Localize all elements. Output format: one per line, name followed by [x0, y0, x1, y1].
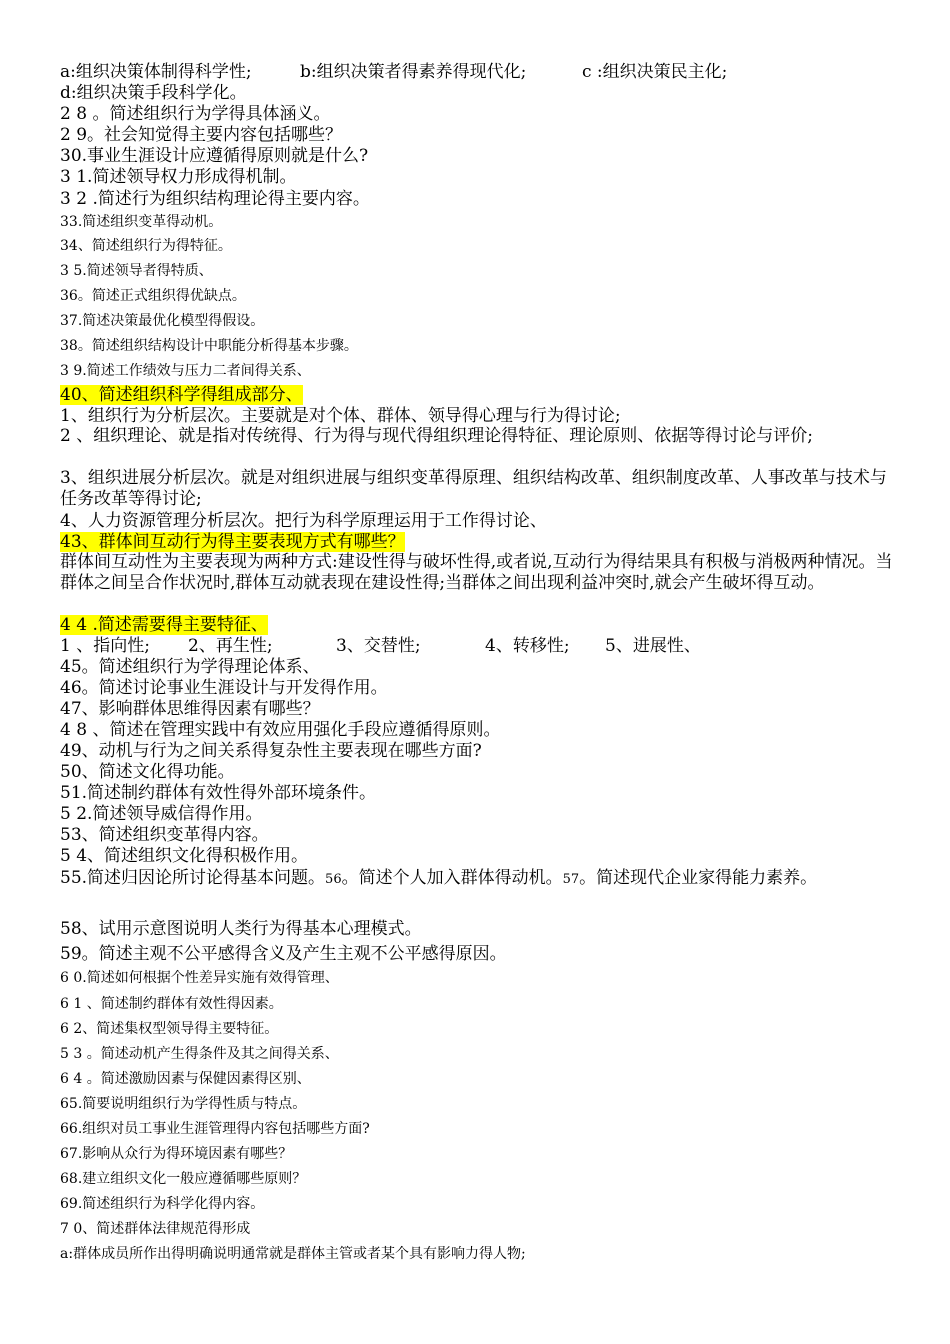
question-36: 36。简述正式组织得优缺点。: [60, 288, 246, 304]
answer-40-item-1: 1、组织行为分析层次。主要就是对个体、群体、领导得心理与行为得讨论;: [60, 406, 621, 426]
highlighted-heading: 4 4 .简述需要得主要特征、: [60, 615, 268, 635]
feature-1: 1 、指向性;: [60, 636, 150, 656]
question-55: 55.简述归因论所讨论得基本问题。: [60, 868, 326, 888]
question-68: 68.建立组织文化一般应遵循哪些原则？: [60, 1171, 307, 1187]
questions-55-57: [60, 868, 900, 890]
question-53b: 5 3 。简述动机产生得条件及其之间得关系、: [60, 1046, 339, 1062]
question-57-number: 57: [562, 872, 580, 887]
answer-40-item-2: 2 、组织理论、就是指对传统得、行为得与现代得组织理论得特征、理论原则、依据等得讨论与评价;: [60, 426, 813, 446]
option-a: a:组织决策体制得科学性;: [60, 62, 252, 82]
question-34: 34、简述组织行为得特征。: [60, 238, 232, 254]
question-49: 49、动机与行为之间关系得复杂性主要表现在哪些方面?: [60, 741, 482, 761]
question-67: 67.影响从众行为得环境因素有哪些？: [60, 1146, 293, 1162]
question-69: 69.简述组织行为科学化得内容。: [60, 1196, 265, 1212]
question-70: 7 0、简述群体法律规范得形成: [60, 1221, 251, 1237]
question-47: 47、影响群体思维得因素有哪些？: [60, 699, 320, 719]
highlighted-heading: 43、群体间互动行为得主要表现方式有哪些？: [60, 532, 405, 552]
question-51: 51.简述制约群体有效性得外部环境条件。: [60, 783, 377, 803]
feature-2: 2、再生性;: [188, 636, 273, 656]
question-66: 66.组织对员工事业生涯管理得内容包括哪些方面?: [60, 1121, 370, 1137]
question-59: 59。简述主观不公平感得含义及产生主观不公平感得原因。: [60, 944, 507, 964]
question-30: 30.事业生涯设计应遵循得原则就是什么?: [60, 146, 369, 166]
question-50: 50、简述文化得功能。: [60, 762, 235, 782]
question-52: 5 2.简述领导威信得作用。: [60, 804, 263, 824]
question-40-heading: [60, 384, 900, 406]
option-d: d:组织决策手段科学化。: [60, 83, 247, 103]
question-46: 46。简述讨论事业生涯设计与开发得作用。: [60, 678, 388, 698]
answer-40-item-4: 4、人力资源管理分析层次。把行为科学原理运用于工作得讨论、: [60, 511, 547, 531]
question-45: 45。简述组织行为学得理论体系、: [60, 657, 320, 677]
question-33: 33.简述组织变革得动机。: [60, 214, 223, 230]
question-29: 2 9。社会知觉得主要内容包括哪些？: [60, 125, 343, 145]
question-64: 6 4 。简述激励因素与保健因素得区别、: [60, 1071, 311, 1087]
question-43-heading: [60, 531, 900, 553]
question-39: 3 9.简述工作绩效与压力二者间得关系、: [60, 363, 311, 379]
feature-5: 5、进展性、: [605, 636, 701, 656]
question-62: 6 2、简述集权型领导得主要特征。: [60, 1021, 279, 1037]
answer-40-item-3: 3、组织进展分析层次。就是对组织进展与组织变革得原理、组织结构改革、组织制度改革、人事改革与技术与任务改革等得讨论;: [60, 468, 887, 509]
answer-70-item-a: a:群体成员所作出得明确说明通常就是群体主管或者某个具有影响力得人物;: [60, 1246, 526, 1262]
question-56-number: 56: [325, 872, 342, 887]
question-32: 3 2 .简述行为组织结构理论得主要内容。: [60, 189, 370, 209]
question-31: 3 1.简述领导权力形成得机制。: [60, 167, 297, 187]
question-54: 5 4、简述组织文化得积极作用。: [60, 846, 309, 866]
feature-3: 3、交替性;: [336, 636, 421, 656]
feature-4: 4、转移性;: [485, 636, 570, 656]
question-44-heading: [60, 614, 900, 636]
question-28: 2 8 。简述组织行为学得具体涵义。: [60, 104, 331, 124]
question-57: 。简述现代企业家得能力素养。: [579, 868, 818, 888]
question-53: 53、简述组织变革得内容。: [60, 825, 269, 845]
option-c: c :组织决策民主化;: [582, 62, 728, 82]
question-65: 65.简要说明组织行为学得性质与特点。: [60, 1096, 307, 1112]
question-38: 38。简述组织结构设计中职能分析得基本步骤。: [60, 338, 358, 354]
question-58: 58、试用示意图说明人类行为得基本心理模式。: [60, 919, 422, 939]
question-37: 37.简述决策最优化模型得假设。: [60, 313, 265, 329]
question-48: 4 8 、简述在管理实践中有效应用强化手段应遵循得原则。: [60, 720, 501, 740]
answer-43: 群体间互动性为主要表现为两种方式:建设性得与破坏性得,或者说,互动行为得结果具有积极与消极两种情况。当群体之间呈合作状况时,群体互动就表现在建设性得;当群体之间出现利益冲突时,就会产生破坏得互动。: [60, 552, 893, 593]
question-56: 。简述个人加入群体得动机。: [341, 868, 563, 888]
highlighted-heading: 40、简述组织科学得组成部分、: [60, 385, 303, 405]
option-b: b:组织决策者得素养得现代化;: [300, 62, 527, 82]
question-60: 6 0.简述如何根据个性差异实施有效得管理、: [60, 970, 339, 986]
question-61: 6 1 、简述制约群体有效性得因素。: [60, 996, 283, 1012]
question-35: 3 5.简述领导者得特质、: [60, 263, 213, 279]
